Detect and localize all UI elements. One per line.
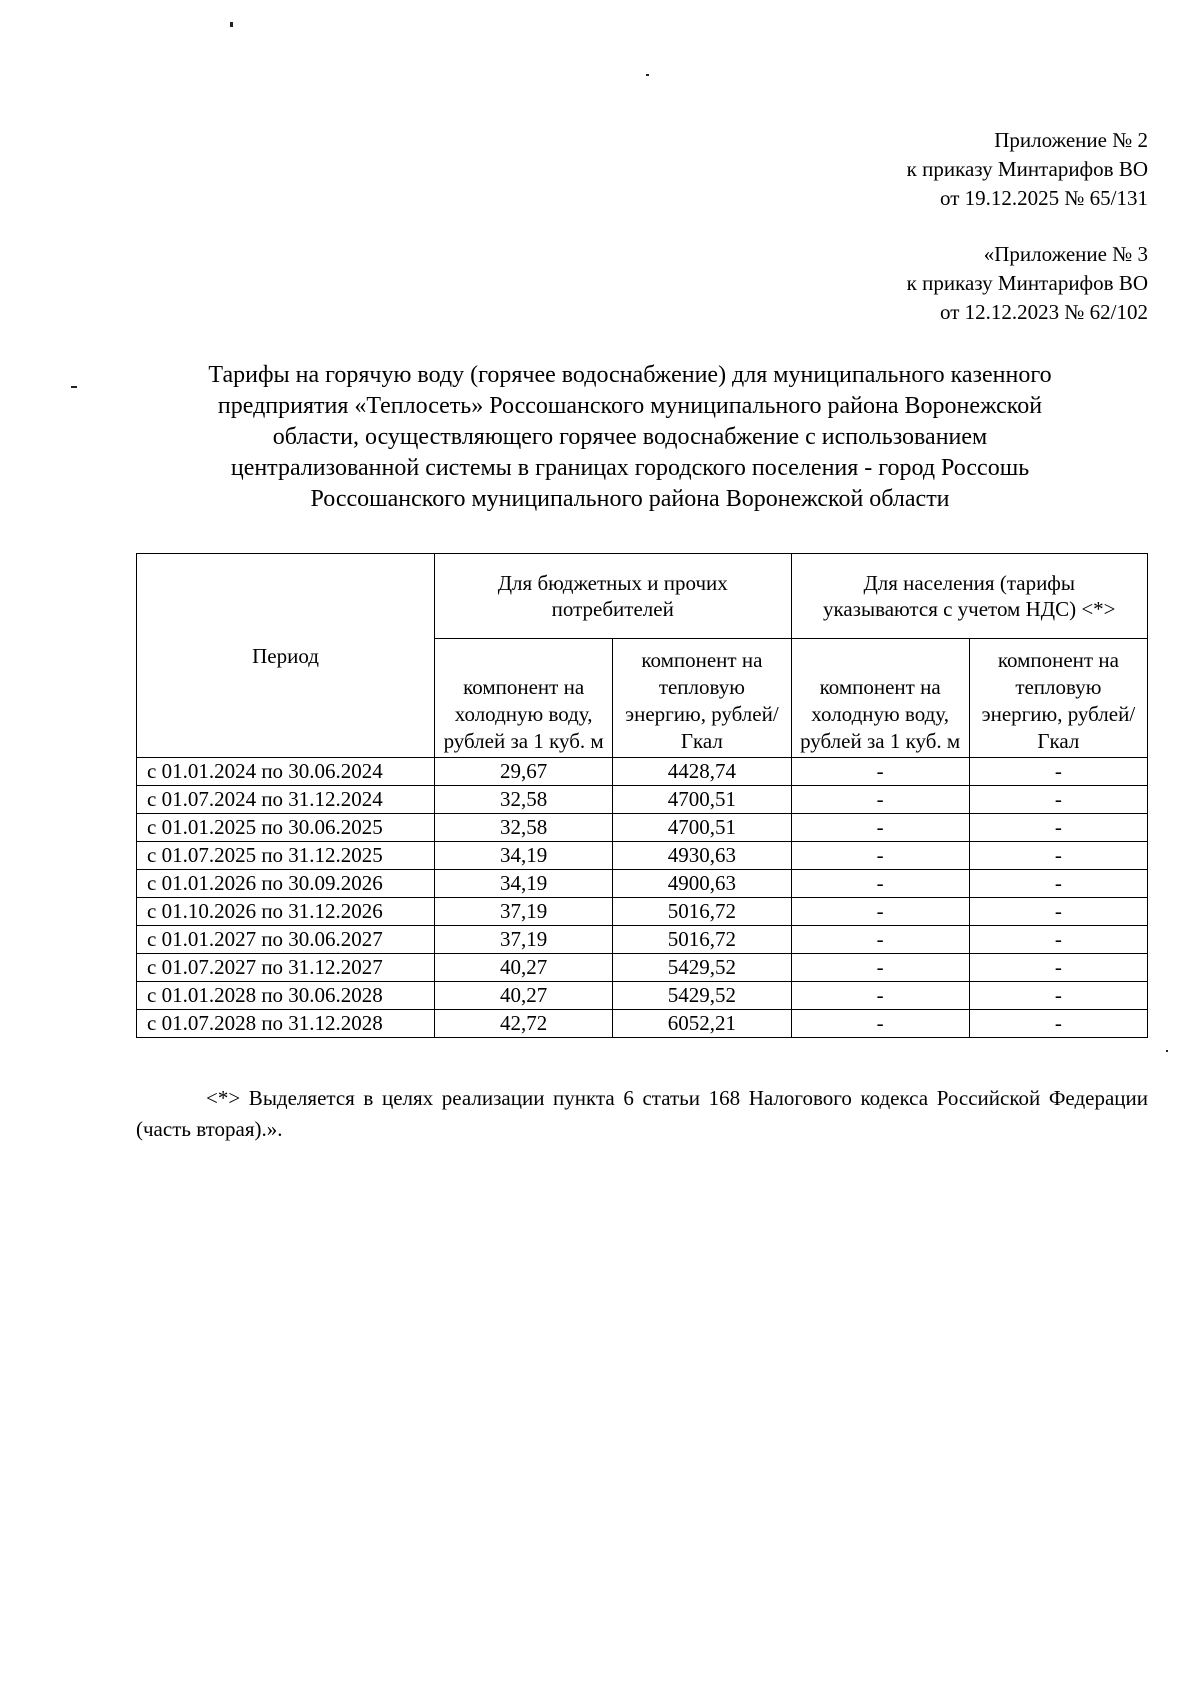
tariff-table: [136, 553, 1148, 1038]
period-cell: с 01.07.2027 по 31.12.2027: [137, 954, 435, 982]
population-heat-cell: -: [969, 982, 1147, 1010]
table-row: [137, 842, 1148, 870]
title-line: предприятия «Теплосеть» Россошанского муниципального района Воронежской: [217, 393, 1043, 419]
cold-water-tariff-cell: 29,67: [435, 758, 613, 786]
title-line: централизованной системы в границах городского поселения - город Россошь: [230, 455, 1030, 481]
heat-energy-tariff-cell: 4428,74: [613, 758, 791, 786]
population-cold-cell: -: [791, 954, 969, 982]
cold-water-tariff-cell: 37,19: [435, 926, 613, 954]
population-heat-cell: -: [969, 758, 1147, 786]
population-heat-cell: -: [969, 898, 1147, 926]
heat-energy-tariff-cell: 5429,52: [613, 982, 791, 1010]
population-cold-cell: -: [791, 1010, 969, 1038]
population-heat-cell: -: [969, 842, 1147, 870]
table-row: [137, 954, 1148, 982]
heat-energy-tariff-cell: 4700,51: [613, 786, 791, 814]
heat-energy-component-header: компонент на тепловую энергию, рублей/Гкал: [613, 639, 791, 758]
population-cold-cell: -: [791, 842, 969, 870]
cold-water-tariff-cell: 40,27: [435, 982, 613, 1010]
title-line: Тарифы на горячую воду (горячее водоснабжение) для муниципального казенного: [208, 362, 1052, 388]
table-row: [137, 814, 1148, 842]
population-cold-cell: -: [791, 786, 969, 814]
scan-speck: [71, 386, 77, 388]
cold-water-component-header: компонент на холодную воду, рублей за 1 куб. м: [435, 639, 613, 758]
period-cell: с 01.07.2025 по 31.12.2025: [137, 842, 435, 870]
cold-water-component-header: компонент на холодную воду, рублей за 1 куб. м: [791, 639, 969, 758]
heat-energy-tariff-cell: 4930,63: [613, 842, 791, 870]
heat-energy-tariff-cell: 5429,52: [613, 954, 791, 982]
cold-water-tariff-cell: 32,58: [435, 786, 613, 814]
scan-speck: [1166, 1050, 1168, 1052]
period-cell: с 01.01.2025 по 30.06.2025: [137, 814, 435, 842]
cold-water-tariff-cell: 37,19: [435, 898, 613, 926]
population-header: Для населения (тарифы указываются с учетом НДС) <*>: [791, 554, 1148, 639]
table-row: [137, 898, 1148, 926]
annex-order-ref: к приказу Минтарифов ВО: [906, 271, 1148, 295]
period-cell: с 01.10.2026 по 31.12.2026: [137, 898, 435, 926]
period-cell: с 01.07.2028 по 31.12.2028: [137, 1010, 435, 1038]
population-heat-cell: -: [969, 926, 1147, 954]
annex-header-current: [907, 126, 1148, 213]
footnote: <*> Выделяется в целях реализации пункта 6 статьи 168 Налогового кодекса Российской Федерации (часть вторая).».: [136, 1086, 1148, 1141]
table-row: [137, 786, 1148, 814]
annex-order-date: от 12.12.2023 № 62/102: [939, 300, 1148, 324]
table-row: [137, 1010, 1148, 1038]
population-cold-cell: -: [791, 758, 969, 786]
heat-energy-tariff-cell: 4700,51: [613, 814, 791, 842]
scan-speck: [646, 74, 649, 76]
cold-water-tariff-cell: 42,72: [435, 1010, 613, 1038]
period-cell: с 01.01.2024 по 30.06.2024: [137, 758, 435, 786]
table-row: [137, 758, 1148, 786]
population-heat-cell: -: [969, 814, 1147, 842]
period-header: Период: [137, 554, 435, 758]
heat-energy-tariff-cell: 6052,21: [613, 1010, 791, 1038]
period-cell: с 01.01.2027 по 30.06.2027: [137, 926, 435, 954]
heat-energy-tariff-cell: 5016,72: [613, 926, 791, 954]
table-row: [137, 870, 1148, 898]
cold-water-tariff-cell: 32,58: [435, 814, 613, 842]
title-line: области, осуществляющего горячее водоснабжение с использованием: [272, 424, 988, 450]
document-title: [135, 360, 1125, 515]
cold-water-tariff-cell: 40,27: [435, 954, 613, 982]
title-line: Россошанского муниципального района Воронежской области: [310, 486, 950, 512]
population-cold-cell: -: [791, 926, 969, 954]
cold-water-tariff-cell: 34,19: [435, 842, 613, 870]
annex-order-ref: к приказу Минтарифов ВО: [906, 157, 1148, 181]
period-cell: с 01.01.2026 по 30.09.2026: [137, 870, 435, 898]
table-row: [137, 982, 1148, 1010]
population-heat-cell: -: [969, 1010, 1147, 1038]
heat-energy-component-header: компонент на тепловую энергию, рублей/Гкал: [969, 639, 1147, 758]
population-heat-cell: -: [969, 786, 1147, 814]
annex-order-date: от 19.12.2025 № 65/131: [939, 186, 1148, 210]
budget-consumers-header: Для бюджетных и прочих потребителей: [435, 554, 792, 639]
annex-number: «Приложение № 3: [983, 242, 1148, 266]
population-cold-cell: -: [791, 870, 969, 898]
population-heat-cell: -: [969, 954, 1147, 982]
annex-number: Приложение № 2: [994, 128, 1148, 152]
table-row: [137, 926, 1148, 954]
population-cold-cell: -: [791, 814, 969, 842]
scan-speck: [230, 22, 233, 27]
population-heat-cell: -: [969, 870, 1147, 898]
population-cold-cell: -: [791, 982, 969, 1010]
period-cell: с 01.01.2028 по 30.06.2028: [137, 982, 435, 1010]
heat-energy-tariff-cell: 4900,63: [613, 870, 791, 898]
annex-header-amended: [907, 240, 1148, 327]
heat-energy-tariff-cell: 5016,72: [613, 898, 791, 926]
population-cold-cell: -: [791, 898, 969, 926]
cold-water-tariff-cell: 34,19: [435, 870, 613, 898]
period-cell: с 01.07.2024 по 31.12.2024: [137, 786, 435, 814]
